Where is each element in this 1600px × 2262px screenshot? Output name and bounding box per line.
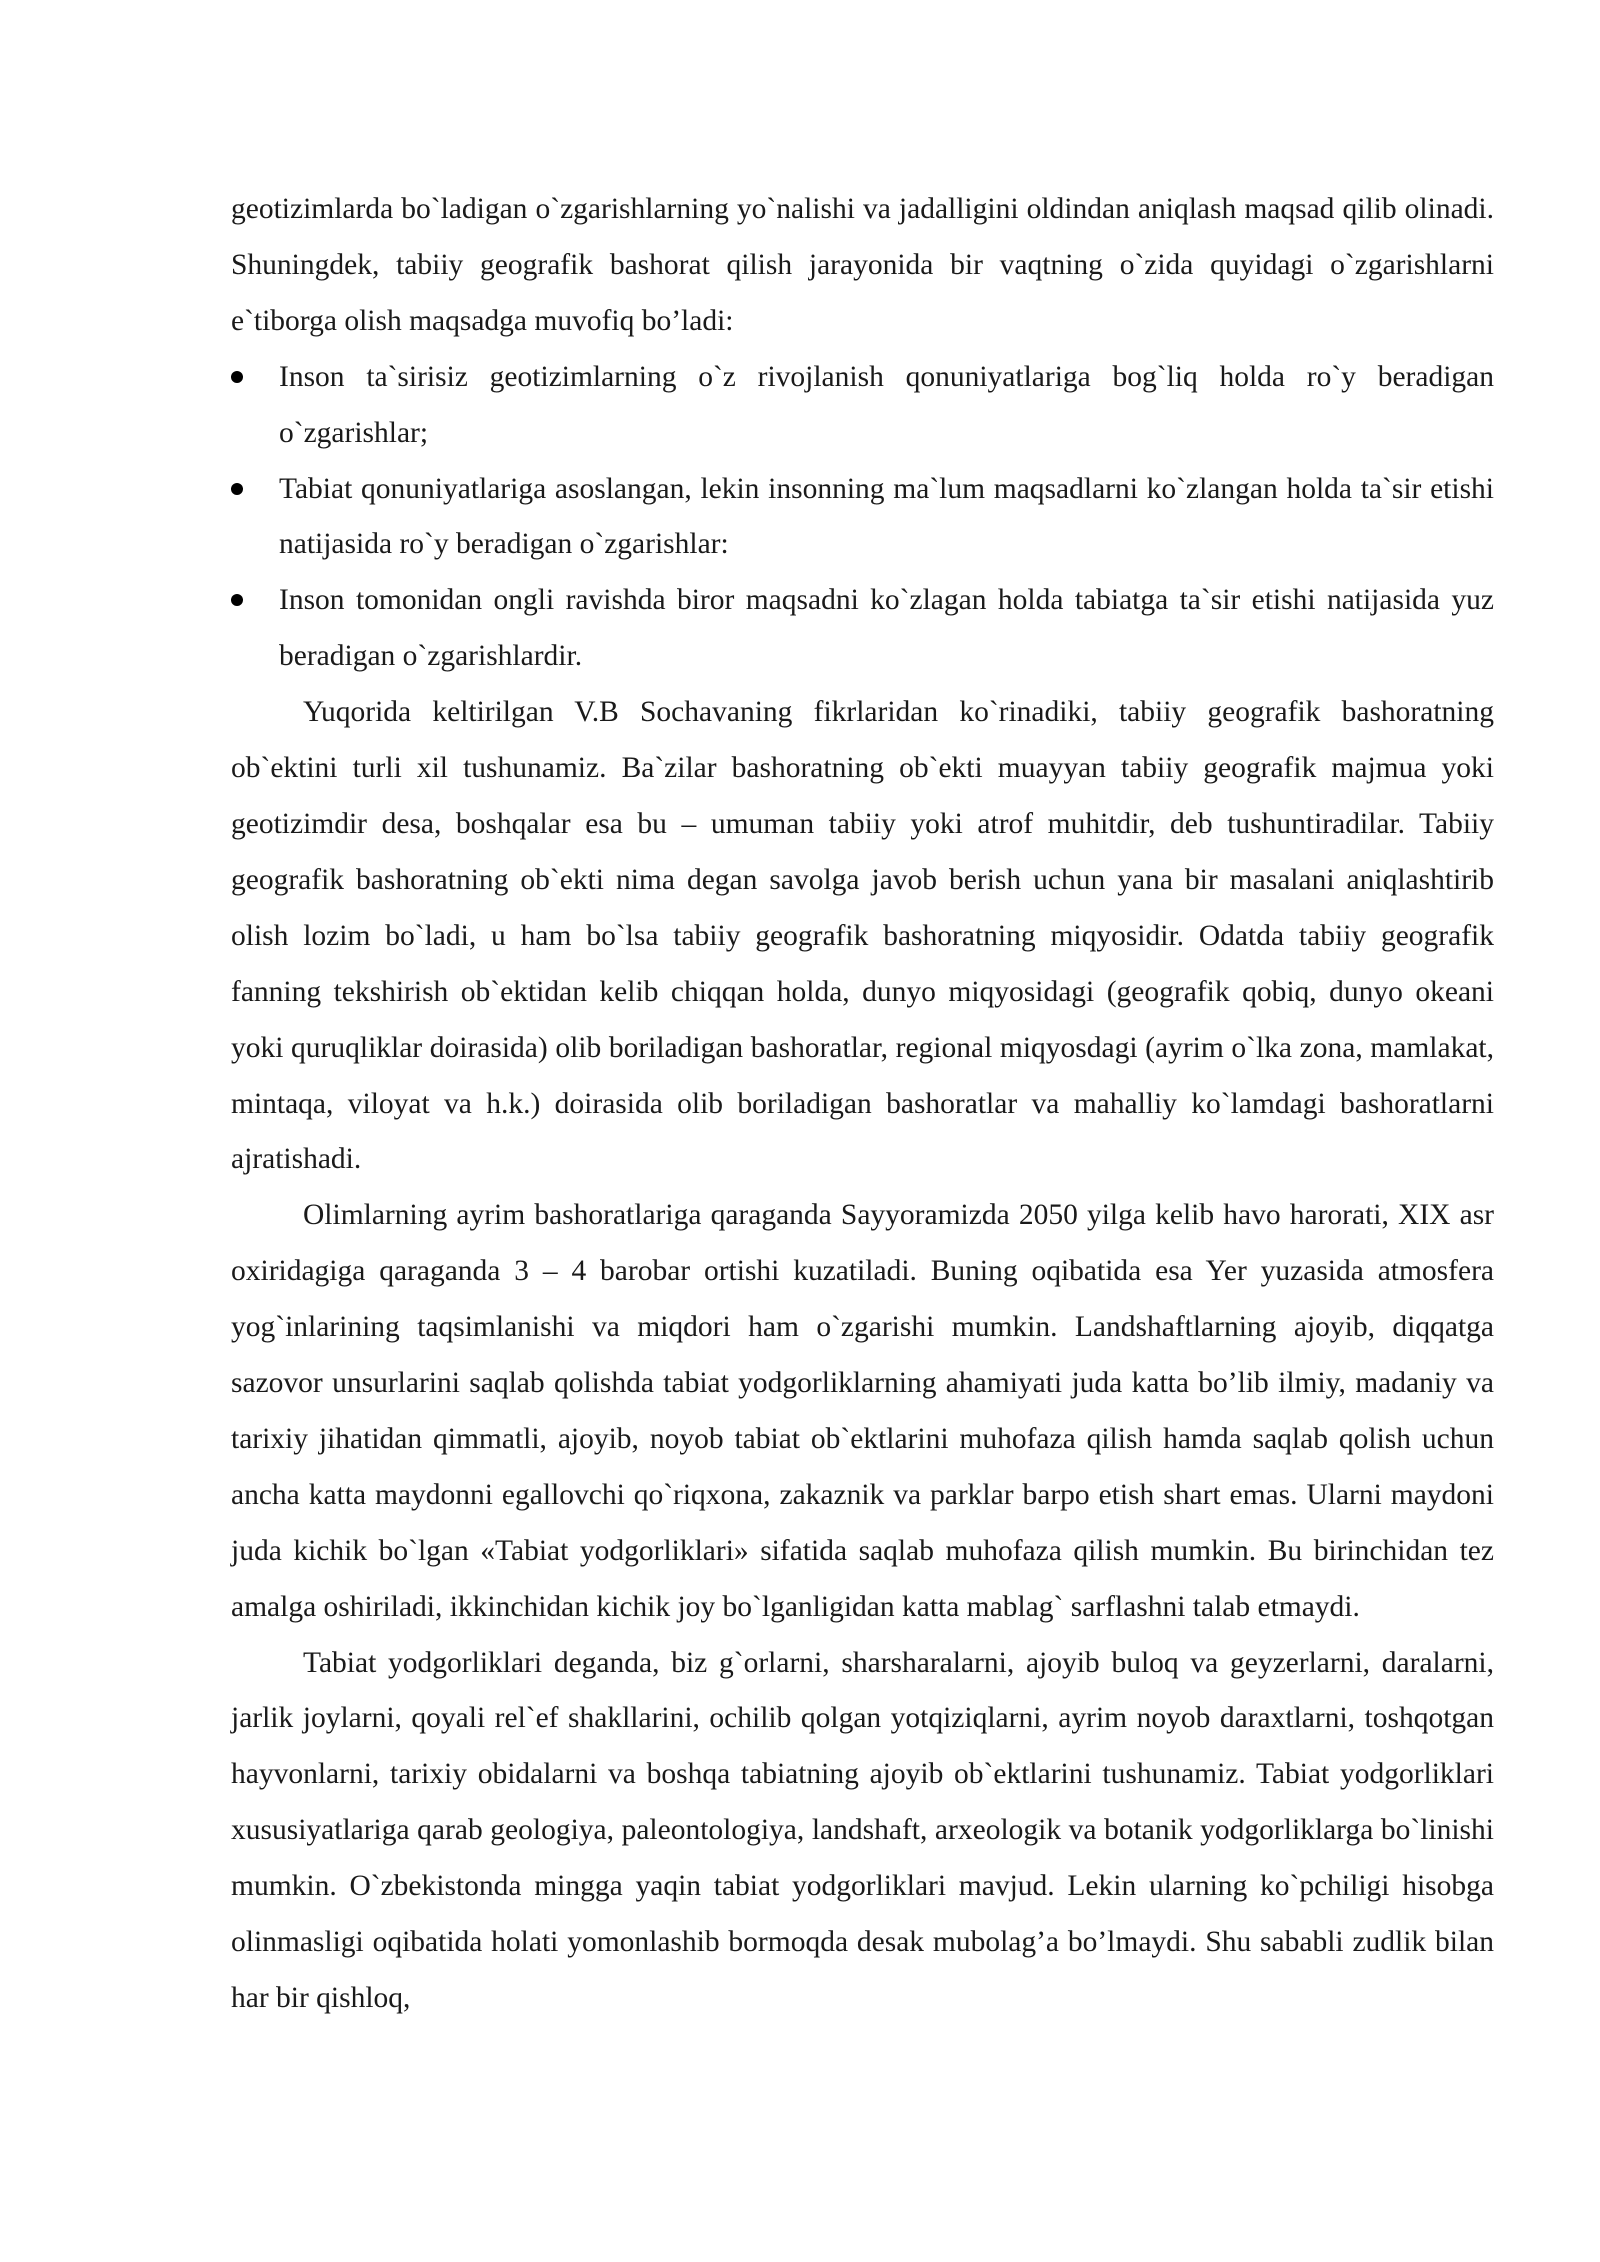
list-item-text: Inson tomonidan ongli ravishda biror maqsadni ko`zlagan holda tabiatga ta`sir etishi natijasida yuz beradigan o`zgarishlardir. — [279, 584, 1494, 673]
document-body — [231, 182, 1494, 2027]
body-paragraph: Olimlarning ayrim bashoratlariga qaraganda Sayyoramizda 2050 yilga kelib havo harorati, XIX asr oxiridagiga qaraganda 3 – 4 barobar ortishi kuzatiladi. Buning oqibatida esa Yer yuzasida atmosfera yog`inlarining taqsimlanishi va miqdori ham o`zgarishi mumkin. Landshaftlarning ajoyib, diqqatga sazovor unsurlarini saqlab qolishda tabiat yodgorliklarning ahamiyati juda katta bo’lib ilmiy, madaniy va tarixiy jihatidan qimmatli, ajoyib, noyob tabiat ob`ektlarini muhofaza qilish hamda saqlab qolish uchun ancha katta maydonni egallovchi qo`riqxona, zakaznik va parklar barpo etish shart emas. Ularni maydoni juda kichik bo`lgan «Tabiat yodgorliklari» sifatida saqlab muhofaza qilish mumkin. Bu birinchidan tez amalga oshiriladi, ikkinchidan kichik joy bo`lganligidan katta mablag` sarflashni talab etmaydi. — [231, 1199, 1494, 1623]
bullet-icon — [231, 594, 243, 606]
list-item — [231, 462, 1494, 574]
bullet-list — [231, 350, 1494, 685]
list-item — [231, 350, 1494, 462]
list-item-text: Inson ta`sirisiz geotizimlarning o`z rivojlanish qonuniyatlariga bog`liq holda ro`y beradigan o`zgarishlar; — [279, 360, 1494, 449]
body-paragraph: Yuqorida keltirilgan V.B Sochavaning fikrlaridan ko`rinadiki, tabiiy geografik bashoratning ob`ektini turli xil tushunamiz. Ba`zilar bashoratning ob`ekti muayyan tabiiy geografik majmua yoki geotizimdir desa, boshqalar esa bu – umuman tabiiy yoki atrof muhitdir, deb tushuntiradilar. Tabiiy geografik bashoratning ob`ekti nima degan savolga javob berish uchun yana bir masalani aniqlashtirib olish lozim bo`ladi, u ham bo`lsa tabiiy geografik bashoratning miqyosidir. Odatda tabiiy geografik fanning tekshirish ob`ektidan kelib chiqqan holda, dunyo miqyosidagi (geografik qobiq, dunyo okeani yoki quruqliklar doirasida) olib boriladigan bashoratlar, regional miqyosdagi (ayrim o`lka zona, mamlakat, mintaqa, viloyat va h.k.) doirasida olib boriladigan bashoratlar va mahalliy ko`lamdagi bashoratlarni ajratishadi. — [231, 696, 1494, 1176]
body-paragraph: Tabiat yodgorliklari deganda, biz g`orlarni, sharsharalarni, ajoyib buloq va geyzerlarni, daralarni, jarlik joylarni, qoyali rel`ef shakllarini, ochilib qolgan yotqiziqlarni, ayrim noyob daraxtlarni, toshqotgan hayvonlarni, tarixiy obidalarni va boshqa tabiatning ajoyib ob`ektlarini tushunamiz. Tabiat yodgorliklari xususiyatlariga qarab geologiya, paleontologiya, landshaft, arxeologik va botanik yodgorliklarga bo`linishi mumkin. O`zbekistonda mingga yaqin tabiat yodgorliklari mavjud. Lekin ularning ko`pchiligi hisobga olinmasligi oqibatida holati yomonlashib bormoqda desak mubolag’a bo’lmaydi. Shu sababli zudlik bilan har bir qishloq, — [231, 1646, 1494, 2014]
intro-paragraph: geotizimlarda bo`ladigan o`zgarishlarning yo`nalishi va jadalligini oldindan aniqlash maqsad qilib olinadi. Shuningdek, tabiiy geografik bashorat qilish jarayonida bir vaqtning o`zida quyidagi o`zgarishlarni e`tiborga olish maqsadga muvofiq bo’ladi: — [231, 193, 1494, 337]
list-item — [231, 573, 1494, 685]
list-item-text: Tabiat qonuniyatlariga asoslangan, lekin insonning ma`lum maqsadlarni ko`zlangan holda ta`sir etishi natijasida ro`y beradigan o`zgarishlar: — [279, 472, 1494, 561]
bullet-icon — [231, 371, 243, 383]
bullet-icon — [231, 483, 243, 495]
